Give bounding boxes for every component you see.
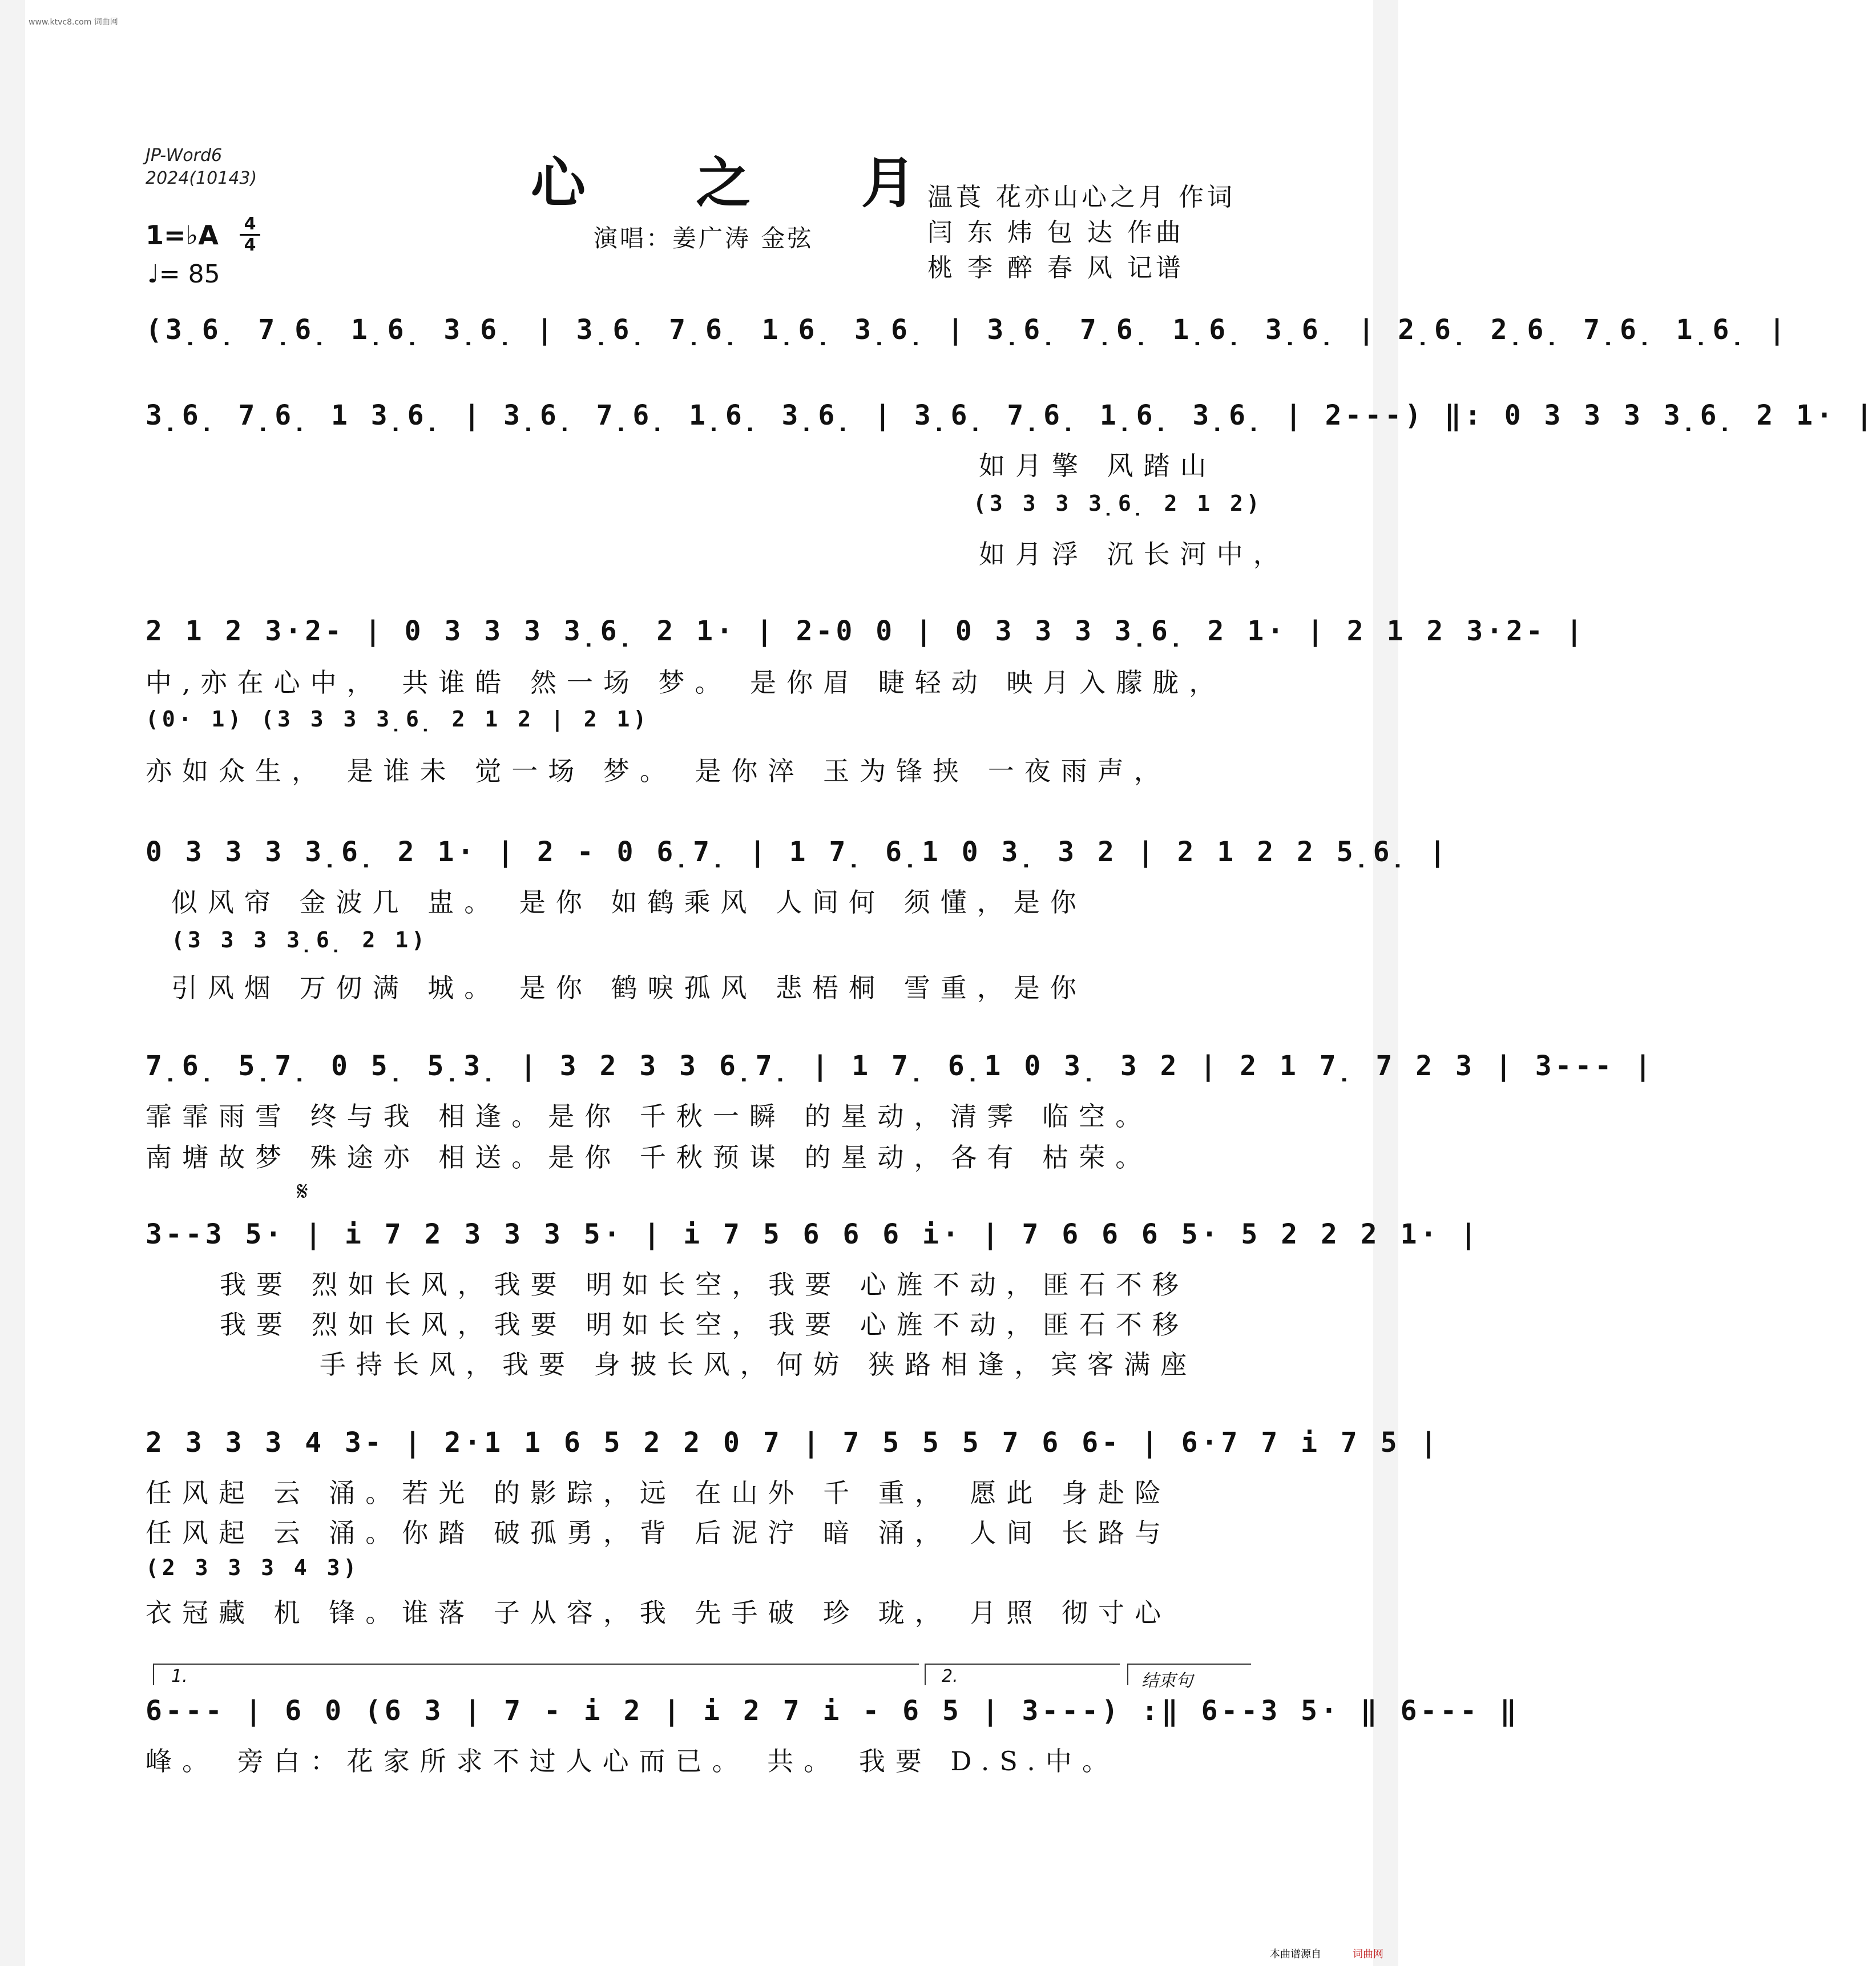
lyric-row-6-line-1: 我要 烈如长风，我要 明如长空，我要 心旌不动，匪石不移 bbox=[220, 1269, 1189, 1300]
notation-row-4: 0 3 3 3 3̣6̣ 2 1· | 2 - 0 6̣7̣ | 1 7̣ 6̣1 0 3̣ 3 2 | 2 1 2 2 5̣6̣ | bbox=[146, 836, 1450, 868]
song-title: 心 之 月 bbox=[531, 151, 962, 215]
time-signature-top: 4 bbox=[244, 214, 256, 234]
lyric-row-6-line-2: 我要 烈如长风，我要 明如长空，我要 心旌不动，匪石不移 bbox=[220, 1309, 1189, 1340]
notation-row-5: 7̣6̣ 5̣7̣ 0 5̣ 5̣3̣ | 3 2 3 3 6̣7̣ | 1 7̣ 6̣1 0 3̣ 3 2 | 2 1 7̣ 7 2 3 | 3--- | bbox=[146, 1050, 1655, 1082]
lyric-row-2-line-2: 如月浮 沉长河中， bbox=[979, 539, 1290, 570]
lyric-row-7-line-3: 衣冠藏 机 锋。谁落 子从容，我 先手破 珍 珑， 月照 彻寸心 bbox=[146, 1597, 1171, 1628]
lyric-row-7-line-2: 任风起 云 涌。你踏 破孤勇，背 后泥泞 暗 涌， 人间 长路与 bbox=[146, 1517, 1171, 1548]
lyric-row-7-alt-notes: (2 3 3 3 4 3) bbox=[146, 1555, 360, 1580]
time-signature bbox=[240, 216, 260, 254]
time-signature-bottom: 4 bbox=[244, 235, 256, 255]
score-code: 2024(10143) bbox=[146, 168, 257, 188]
singer-credit: 演唱：姜广涛 金弦 bbox=[594, 224, 814, 252]
notation-row-7: 2 3 3 3 4 3- | 2·1 1 6 5 2 2 0 7 | 7 5 5 5 7 6 6- | 6·7 7 i 7 5 | bbox=[146, 1427, 1441, 1459]
lyric-row-2-line-1: 如月擎 风踏山 bbox=[979, 450, 1217, 481]
lyric-row-8-line-1: 峰。 旁白：花家所求不过人心而已。 共。 我要 D.S.中。 bbox=[146, 1746, 1119, 1777]
site-url: www.ktvc8.com 词曲网 bbox=[29, 18, 118, 27]
lyric-row-5-line-2: 南塘故梦 殊途亦 相送。是你 千秋预谋 的星动，各有 枯荣。 bbox=[146, 1142, 1152, 1173]
lyric-row-3-line-1: 中,亦在心中， 共谁皓 然一场 梦。 是你眉 睫轻动 映月入朦胧， bbox=[146, 667, 1226, 698]
lyric-row-3-line-2: 亦如众生， 是谁未 觉一场 梦。 是你淬 玉为锋挟 一夜雨声， bbox=[146, 756, 1171, 786]
transcriber-credit: 桃 李 醉 春 风 记谱 bbox=[927, 253, 1184, 282]
lyric-row-4-alt-notes: (3 3 3 3̣6̣ 2 1) bbox=[171, 927, 429, 952]
notation-row-2: 3̣6̣ 7̣6̣ 1 3̣6̣ | 3̣6̣ 7̣6̣ 1̣6̣ 3̣6̣ | 3̣6̣ 7̣6̣ 1̣6̣ 3̣6̣ | 2---) ‖: 0 3 3 3 3̣6̣ 2 1· | bbox=[146, 399, 1876, 431]
coda-label: 结束句 bbox=[1141, 1671, 1193, 1691]
lyric-row-4-line-2: 引风烟 万仞满 城。 是你 鹤唳孤风 悲梧桐 雪重，是你 bbox=[171, 972, 1087, 1003]
notation-row-8: 6--- | 6 0 (6 3 | 7 - i 2 | i 2 7 i - 6 5 | 3---) :‖ 6--3 5· ‖ 6--- ‖ bbox=[146, 1695, 1520, 1727]
first-ending-bracket bbox=[153, 1664, 919, 1685]
composer-credit: 闫 东 炜 包 达 作曲 bbox=[927, 218, 1184, 247]
first-ending-label: 1. bbox=[171, 1666, 188, 1686]
lyric-row-6-line-3: 手持长风，我要 身披长风，何妨 狭路相逢，宾客满座 bbox=[320, 1349, 1197, 1380]
notation-row-3: 2 1 2 3·2- | 0 3 3 3 3̣6̣ 2 1· | 2-0 0 | 0 3 3 3 3̣6̣ 2 1· | 2 1 2 3·2- | bbox=[146, 615, 1586, 647]
lyric-row-5-line-1: 霏霏雨雪 终与我 相逢。是你 千秋一瞬 的星动，清霁 临空。 bbox=[146, 1101, 1152, 1132]
notation-row-1: (3̣6̣ 7̣6̣ 1̣6̣ 3̣6̣ | 3̣6̣ 7̣6̣ 1̣6̣ 3̣6̣ | 3̣6̣ 7̣6̣ 1̣6̣ 3̣6̣ | 2̣6̣ 2̣6̣ 7̣6̣ 1̣6̣ | bbox=[146, 314, 1789, 346]
footer-source: 本曲谱源自 bbox=[1270, 1948, 1321, 1960]
segno-sign: 𝄋 bbox=[297, 1176, 308, 1206]
footer-site: 词曲网 bbox=[1353, 1948, 1383, 1960]
lyric-row-3-alt-notes: (0· 1) (3 3 3 3̣6̣ 2 1 2 | 2 1) bbox=[146, 707, 650, 732]
lyricist-credit: 温莨 花亦山心之月 作词 bbox=[927, 183, 1236, 212]
software-label: JP-Word6 bbox=[146, 146, 223, 165]
notation-row-6: 3--3 5· | i 7 2 3 3 3 5· | i 7 5 6 6 6 i· | 7 6 6 6 5· 5 2 2 2 1· | bbox=[146, 1218, 1480, 1250]
tempo-marking: ♩= 85 bbox=[147, 260, 220, 289]
key-signature: 1=♭A bbox=[146, 220, 219, 251]
left-margin-strip bbox=[0, 0, 25, 1966]
right-margin-strip bbox=[1373, 0, 1398, 1966]
lyric-row-2-alt-notes: (3 3 3 3̣6̣ 2 1 2) bbox=[973, 491, 1263, 516]
second-ending-label: 2. bbox=[942, 1666, 958, 1686]
lyric-row-7-line-1: 任风起 云 涌。若光 的影踪，远 在山外 千 重， 愿此 身赴险 bbox=[146, 1477, 1171, 1508]
credits-block bbox=[927, 180, 1236, 286]
lyric-row-4-line-1: 似风帘 金波几 盅。 是你 如鹤乘风 人间何 须懂，是你 bbox=[171, 887, 1087, 918]
